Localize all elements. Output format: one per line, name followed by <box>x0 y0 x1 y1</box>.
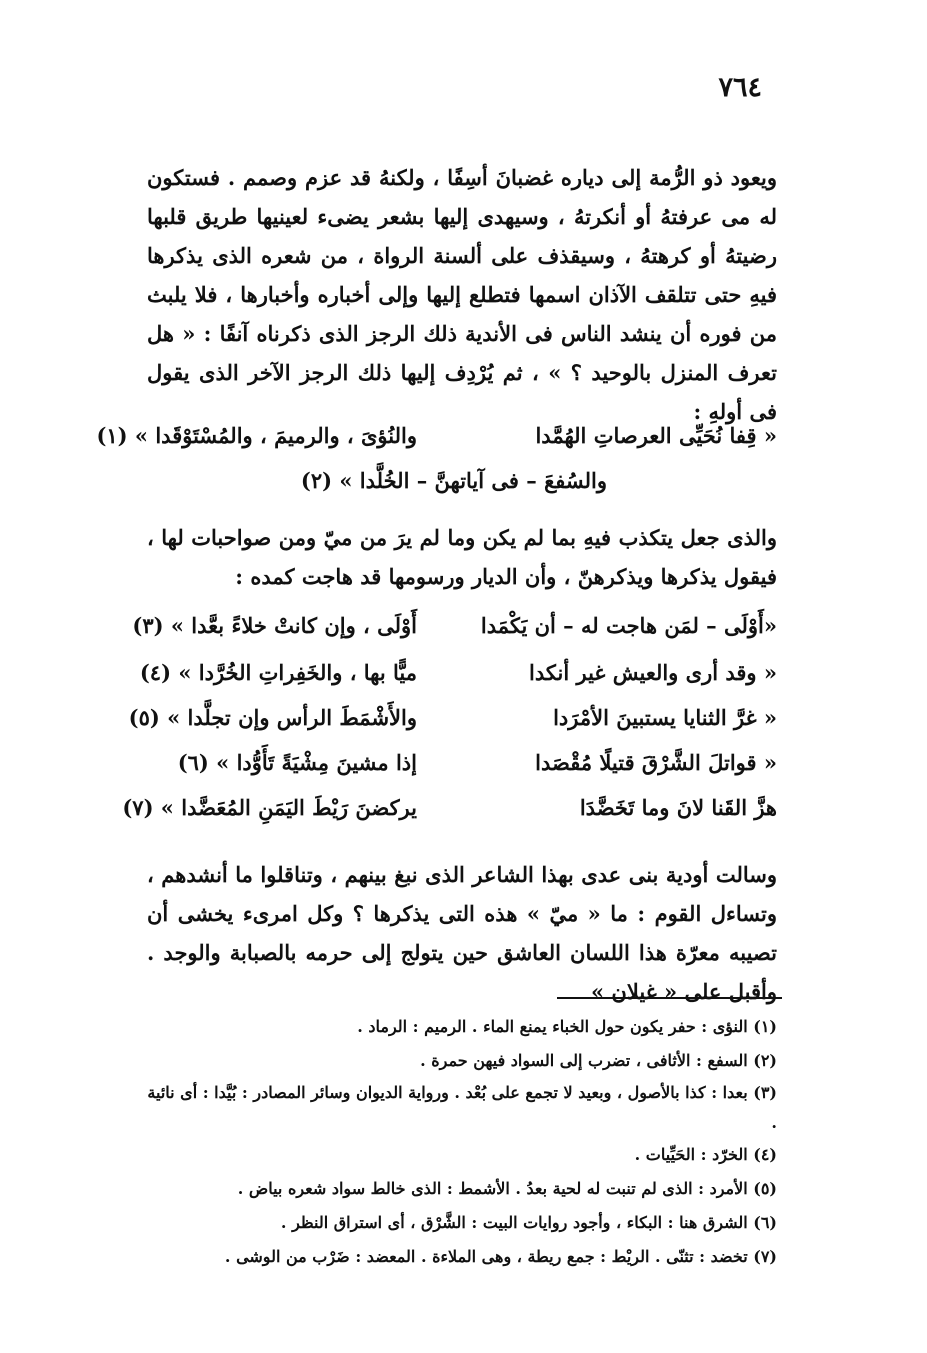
verse-hemistich-first: «أَوْلَى – لمَن هاجت له – أن يَكْمَدا <box>480 613 777 638</box>
verse-hemistich-first: « غرَّ الثنايا يستبينَ الأمْرَدا <box>553 705 777 730</box>
verse-hemistich-first: « وقد أرى والعيش غير أنكدا <box>529 660 777 685</box>
footnote: (٢) السفع : الأثافى ، تضرب إلى السواد فيهن حمرة . <box>420 1051 777 1070</box>
footnote: (٦) الشرق هنا : البكاء ، وأجود روايات البيت : الشَّرْق ، أى استراق النظر . <box>280 1213 777 1232</box>
footnotes <box>137 1010 777 1274</box>
paragraph-3 <box>147 855 777 1011</box>
paragraph-1 <box>147 158 777 431</box>
paragraph-text: ويعود ذو الرُّمة إلى دياره غضبانَ أسِفًا ، ولكنهُ قد عزم وصمم . فستكون له مى عرفتهُ أو أنكرتهُ ، وسيهدى إليها بشعر يضىء لعينيها طريق قلبها رضيتهُ أو كرهتهُ ، وسيقذف على ألسنة الرواة ، من شعره الذى يذكرها فيهِ حتى تتلقف الآذان اسمها فتطلع إليها وإلى أخباره وأخبارها ، فلا يلبث من فوره أن ينشد الناس فى الأندية ذلك الرجز الذى ذكرناه آنفًا : « هل تعرف المنزل بالوحيد ؟ » ، ثم يُرْدِف إليها ذلك الرجز الآخر الذى يقول فى أولهِ : <box>147 165 777 424</box>
verse-line <box>96 423 777 463</box>
verse-line <box>128 705 777 745</box>
footnote: (٥) الأمرد : الذى لم تنبت له لحية بعدُ . الأشمط : الذى خالط سواد شعره بياض . <box>237 1179 777 1198</box>
verse-hemistich-first: « قِفا نُحَيِّى العرصاتِ الهُمَّدا <box>535 423 777 448</box>
footnote: (٧) تخضد : تثنّى . الريْط : جمع ريطة ، وهى الملاءة . المعضد : ضَرْب من الوشى . <box>224 1247 777 1266</box>
footnote: (٤) الخرّد : الحَيِّيات . <box>634 1145 777 1164</box>
verse-line <box>137 468 777 508</box>
verse-hemistich-first: هزَّ القَنا لانَ وما تَخَضَّدَا <box>579 795 777 820</box>
verse-hemistich-single: والسُفعَ – فى آياتهنَّ – الخُلَّدا » (٢) <box>300 468 607 493</box>
paragraph-text: والذى جعل يتكذب فيهِ بما لم يكن وما لم يرَ من ميّ ومن صواحبات لها ، فيقول يذكرها ويذكرهنّ ، وأن الديار ورسومها قد هاجت كمده : <box>147 525 777 589</box>
verse-hemistich-first: « قواتلَ الشَّرْقَ قتيلًا مُقْصَدا <box>535 750 777 775</box>
verse-line <box>137 660 777 700</box>
verse-hemistich-second: والنُؤىَ ، والرميمَ ، والمُسْتَوْقَدا » (١) <box>96 423 417 448</box>
footnote: (٣) بعدا : كذا بالأصول ، وبعيد لا تجمع على بُعْد . ورواية الديوان وسائر المصادر : بُيَّدا : أى نائية . <box>147 1083 777 1132</box>
paragraph-text: وسالت أودية بنى عدى بهذا الشاعر الذى نبغ بينهم ، وتناقلوا ما أنشدهم ، وتساءل القوم : ما « ميّ » هذه التى يذكرها ؟ وكل امرىء يخشى أن تصيبه معرّة هذا اللسان العاشق حين يتولج إلى حرمه بالصبابة والوجد . وأقبل على « غيلان » <box>147 862 777 1004</box>
footnote: (١) النؤى : حفر يكون حول الخباء يمنع الماء . الرميم : الرماد . <box>357 1017 777 1036</box>
verse-hemistich-second: والأَشْمَطَ الرأس وإن تجلَّدا » (٥) <box>128 705 417 730</box>
verse-line <box>132 613 777 653</box>
verse-hemistich-second: إذا مشينَ مِشْيَةً تَأَوُّدا » (٦) <box>177 750 417 775</box>
page-number: ٧٦٤ <box>718 72 762 103</box>
footnote-divider <box>557 997 782 999</box>
verse-hemistich-second: أَوْلَى ، وإن كانتْ خلاءً بعَّدا » (٣) <box>132 613 417 638</box>
verse-hemistich-second: يركضنَ رَيْطَ اليَمَنِ المُعَضَّدا » (٧) <box>122 795 417 820</box>
verse-line <box>122 795 777 835</box>
verse-hemistich-second: ميًّا بها ، والخَفِراتِ الخُرَّدا » (٤) <box>139 660 417 685</box>
verse-line <box>137 750 777 790</box>
paragraph-2 <box>147 518 777 596</box>
